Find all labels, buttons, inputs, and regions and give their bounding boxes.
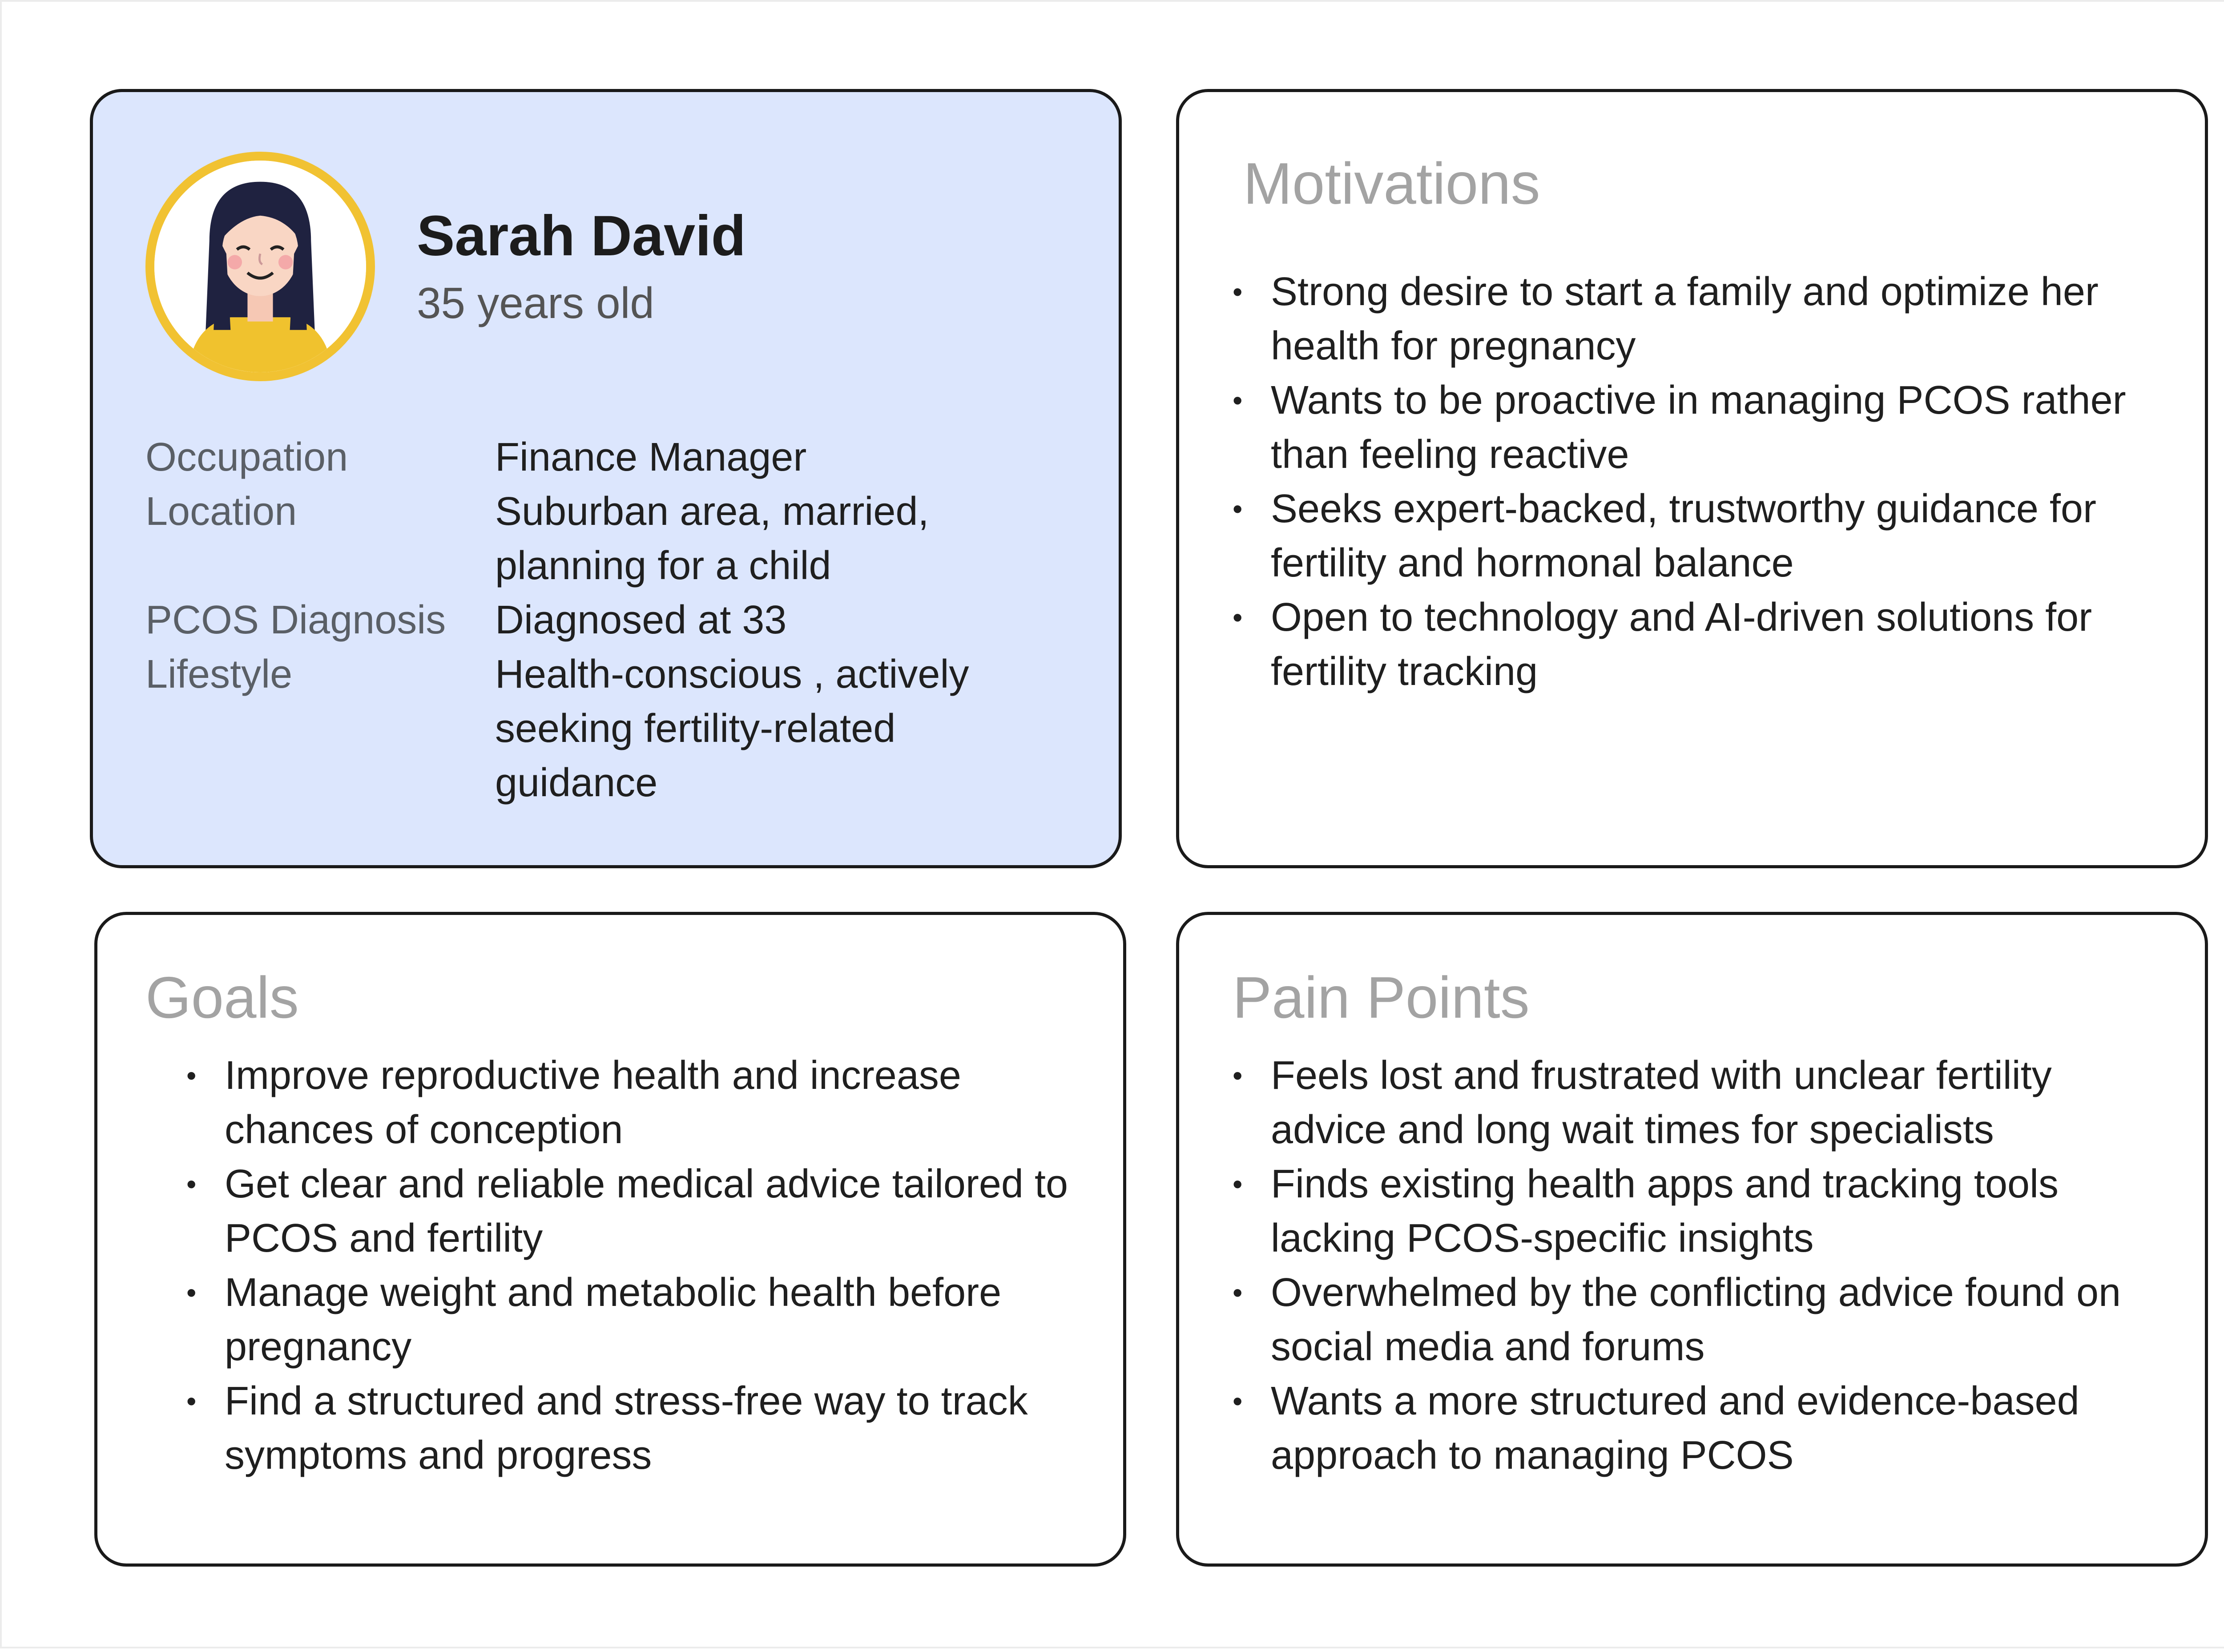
list-item: • Manage weight and metabolic health before pregnancy [185, 1265, 1092, 1374]
list-item: • Finds existing health apps and tracking tools lacking PCOS-specific insights [1231, 1157, 2156, 1265]
list-item: • Wants to be proactive in managing PCOS rather than feeling reactive [1231, 373, 2147, 482]
list-item: • Improve reproductive health and increase chances of conception [185, 1048, 1092, 1157]
persona-profile-card [90, 89, 1122, 868]
list-item: • Overwhelmed by the conflicting advice found on social media and forums [1231, 1265, 2156, 1374]
list-item: • Get clear and reliable medical advice tailored to PCOS and fertility [185, 1157, 1092, 1265]
motivations-card [1176, 89, 2208, 868]
detail-value: Diagnosed at 33 [495, 598, 787, 642]
list-item: • Feels lost and frustrated with unclear fertility advice and long wait times for specialists [1231, 1048, 2156, 1157]
pain-points-list [1231, 1048, 2156, 1483]
goals-list [185, 1048, 1092, 1483]
detail-value: Finance Manager [495, 435, 807, 479]
detail-value: Health-conscious , actively seeking fertility-related guidance [495, 652, 969, 805]
list-item: • Wants a more structured and evidence-based approach to managing PCOS [1231, 1374, 2156, 1483]
detail-label: PCOS Diagnosis [145, 598, 446, 642]
pain-points-title: Pain Points [1233, 965, 1530, 1030]
list-item: • Open to technology and AI-driven solutions for fertility tracking [1231, 590, 2147, 699]
goals-card [94, 912, 1126, 1567]
list-item: • Find a structured and stress-free way to track symptoms and progress [185, 1374, 1092, 1483]
detail-label: Location [145, 489, 297, 534]
goals-title: Goals [145, 965, 299, 1030]
motivations-title: Motivations [1243, 151, 1540, 216]
persona-name: Sarah David [417, 204, 746, 268]
persona-age: 35 years old [417, 278, 654, 327]
detail-label: Occupation [145, 435, 348, 479]
list-item: • Seeks expert-backed, trustworthy guidance for fertility and hormonal balance [1231, 482, 2147, 590]
detail-label: Lifestyle [145, 652, 293, 697]
detail-value: Suburban area, married, planning for a child [495, 489, 929, 588]
pain-points-card [1176, 912, 2208, 1567]
list-item: • Strong desire to start a family and optimize her health for pregnancy [1231, 265, 2147, 373]
woman-avatar-icon [145, 152, 375, 381]
motivations-list [1231, 265, 2147, 699]
